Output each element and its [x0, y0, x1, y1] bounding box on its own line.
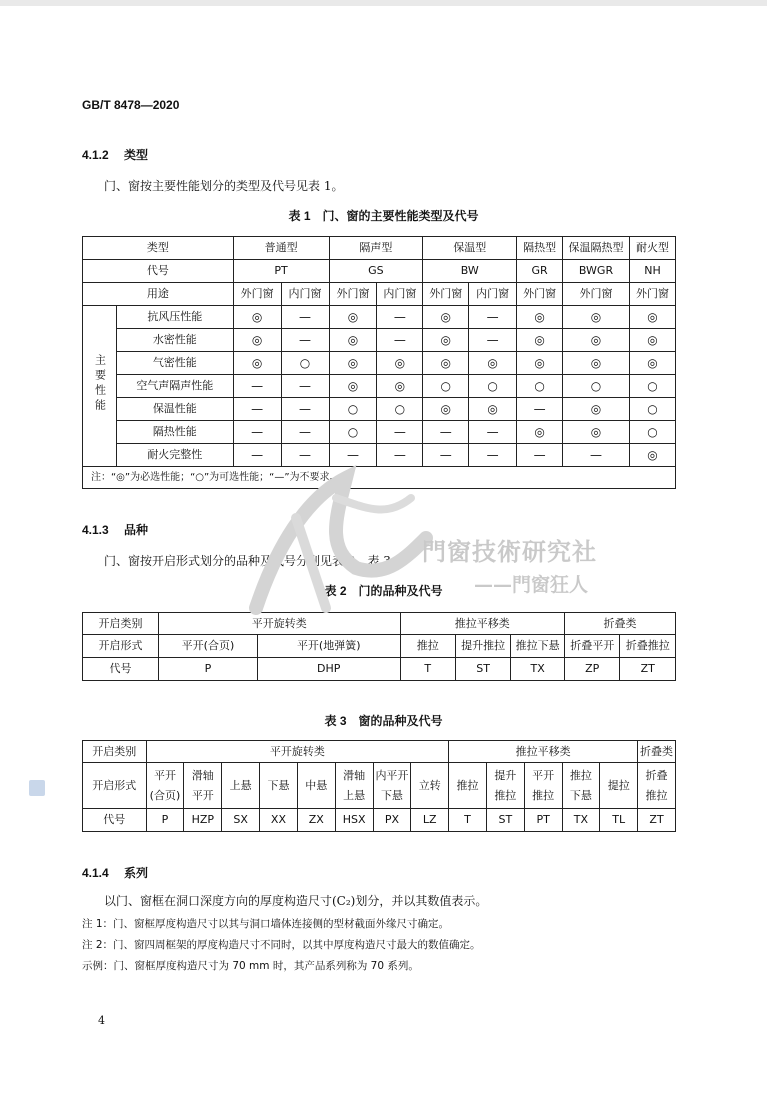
table-cell [524, 763, 562, 809]
table-cell: — [423, 421, 469, 444]
table-row [83, 658, 676, 681]
table-2 [82, 612, 676, 681]
table-cell: — [517, 398, 563, 421]
row-label-cell: 耐火完整性 [116, 444, 233, 467]
table-cell: ◎ [517, 306, 563, 329]
table-cell: ◎ [423, 398, 469, 421]
cell-line: 平开 [153, 768, 176, 782]
table-cell [562, 763, 600, 809]
table-cell: ◎ [469, 398, 517, 421]
header-cell: 推拉平移类 [400, 613, 564, 635]
table-cell: HZP [184, 809, 222, 832]
table-cell: ST [455, 658, 510, 681]
table-cell: — [469, 421, 517, 444]
cell-line: 推拉 [456, 778, 479, 792]
table-cell: 内门窗 [377, 283, 423, 306]
table-cell: ◎ [629, 329, 675, 352]
table-row [83, 763, 676, 809]
table-cell: ○ [517, 375, 563, 398]
header-cell: 隔声型 [329, 237, 423, 260]
table-cell [373, 763, 411, 809]
cell-line: 平开 [532, 768, 555, 782]
table-cell: ◎ [563, 329, 630, 352]
table-row [83, 809, 676, 832]
table-cell [411, 763, 449, 809]
cell-line: 推拉 [532, 788, 555, 802]
table-row [83, 421, 676, 444]
cell-line: 滑轴 [343, 768, 366, 782]
example: 示例：门、窗框厚度构造尺寸为 70 mm 时，其产品系列称为 70 系列。 [82, 960, 419, 972]
header-cell: 类型 [83, 237, 234, 260]
cell-line: 内平开 [375, 768, 409, 782]
row-label-cell: 保温性能 [116, 398, 233, 421]
table-row [83, 329, 676, 352]
table-cell: ○ [423, 375, 469, 398]
table-cell: 推拉下悬 [511, 635, 565, 658]
table-cell: 外门窗 [233, 283, 281, 306]
table-cell: ◎ [563, 306, 630, 329]
table-cell: ◎ [329, 329, 377, 352]
table-cell: XX [260, 809, 298, 832]
table-row [83, 283, 676, 306]
table-cell: — [281, 421, 329, 444]
section-title: 类型 [124, 148, 149, 162]
group-label-cell [83, 306, 117, 467]
table-cell: 提升推拉 [455, 635, 510, 658]
table-cell: PT [233, 260, 329, 283]
header-cell: 推拉平移类 [449, 741, 638, 763]
header-cell: 折叠类 [638, 741, 676, 763]
table-cell: ○ [629, 421, 675, 444]
table-cell [222, 763, 260, 809]
table-cell: 外门窗 [517, 283, 563, 306]
table-cell: ◎ [423, 329, 469, 352]
table-cell: — [469, 306, 517, 329]
table-cell: — [233, 375, 281, 398]
table-cell: 内门窗 [281, 283, 329, 306]
cell-line: (合页) [149, 788, 181, 802]
table-cell: ◎ [377, 352, 423, 375]
table-cell: ○ [469, 375, 517, 398]
table-cell [297, 763, 335, 809]
table-cell: ◎ [629, 444, 675, 467]
cell-line: 下悬 [380, 788, 403, 802]
table-cell: ◎ [329, 306, 377, 329]
table-row [83, 741, 676, 763]
table-cell: — [329, 444, 377, 467]
table-cell: ○ [629, 398, 675, 421]
cell-line: 平开 [191, 788, 214, 802]
watermark-text-1: 門窗技術研究社 [422, 537, 597, 566]
header-cell: 开启形式 [83, 763, 147, 809]
table-cell: ◎ [629, 352, 675, 375]
watermark-text-2: ——門窗狂人 [474, 574, 589, 596]
table-2-caption: 表 2 门的品种及代号 [324, 584, 443, 598]
cell-line: 中悬 [305, 778, 328, 792]
table-row [83, 635, 676, 658]
table-cell: GR [517, 260, 563, 283]
cell-line: 推拉 [494, 788, 517, 802]
section-number: 4.1.2 [82, 148, 109, 162]
table-cell: 折叠推拉 [620, 635, 676, 658]
table-cell: 折叠平开 [564, 635, 620, 658]
table-cell: 平开(地弹簧) [257, 635, 400, 658]
table-cell: — [233, 444, 281, 467]
row-label-cell: 隔热性能 [116, 421, 233, 444]
table-cell: — [469, 329, 517, 352]
table-cell: P [146, 809, 184, 832]
table-cell: ○ [329, 421, 377, 444]
row-label-cell: 气密性能 [116, 352, 233, 375]
note-cell: 注：“◎”为必选性能；“○”为可选性能；“—”为不要求。 [83, 467, 676, 489]
section-4-1-4-heading [82, 864, 148, 881]
table-cell: ○ [563, 375, 630, 398]
table-cell: TX [511, 658, 565, 681]
cell-line: 滑轴 [191, 768, 214, 782]
cell-line: 推拉 [569, 768, 592, 782]
cell-line: 推拉 [645, 788, 668, 802]
table-cell: — [563, 444, 630, 467]
section-4-1-4-text: 以门、窗框在洞口深度方向的厚度构造尺寸(C₂)划分，并以其数值表示。 [104, 894, 488, 908]
side-badge-icon [29, 780, 45, 796]
table-cell [449, 763, 487, 809]
table-cell: DHP [257, 658, 400, 681]
table-cell: — [517, 444, 563, 467]
table-3-caption: 表 3 窗的品种及代号 [324, 714, 443, 728]
top-bar [0, 0, 767, 6]
table-row [83, 613, 676, 635]
table-cell: T [400, 658, 455, 681]
header-cell: 用途 [83, 283, 234, 306]
section-number: 4.1.3 [82, 523, 109, 537]
section-4-1-3-heading [82, 521, 148, 538]
table-cell: ◎ [517, 329, 563, 352]
header-cell: 开启类别 [83, 613, 159, 635]
header-cell: 平开旋转类 [146, 741, 449, 763]
cell-line: 提升 [494, 768, 517, 782]
table-1-caption: 表 1 门、窗的主要性能类型及代号 [288, 209, 479, 223]
header-cell: 平开旋转类 [159, 613, 401, 635]
header-cell: 折叠类 [564, 613, 675, 635]
table-cell: ZT [638, 809, 676, 832]
table-cell: ◎ [563, 398, 630, 421]
table-cell: ◎ [517, 421, 563, 444]
table-cell: PT [524, 809, 562, 832]
header-cell: 隔热型 [517, 237, 563, 260]
table-cell: ZT [620, 658, 676, 681]
table-row [83, 467, 676, 489]
table-1 [82, 236, 676, 489]
page-number: 4 [98, 1014, 105, 1027]
table-cell [486, 763, 524, 809]
table-cell: GS [329, 260, 423, 283]
table-cell: — [469, 444, 517, 467]
cell-line: 上悬 [229, 778, 252, 792]
cell-line: 提拉 [607, 778, 630, 792]
table-cell: BWGR [563, 260, 630, 283]
group-label: 主要性能 [93, 353, 107, 414]
table-cell: 内门窗 [469, 283, 517, 306]
table-cell: ○ [629, 375, 675, 398]
table-row [83, 237, 676, 260]
table-cell: BW [423, 260, 517, 283]
header-cell: 普通型 [233, 237, 329, 260]
table-cell: ◎ [329, 375, 377, 398]
table-cell [146, 763, 184, 809]
table-cell: ◎ [233, 352, 281, 375]
table-row [83, 306, 676, 329]
table-cell [600, 763, 638, 809]
table-cell: ◎ [563, 352, 630, 375]
table-cell: — [423, 444, 469, 467]
cell-line: 立转 [418, 778, 441, 792]
table-cell: — [281, 375, 329, 398]
table-cell: ◎ [423, 352, 469, 375]
table-cell: 推拉 [400, 635, 455, 658]
table-cell: — [377, 329, 423, 352]
note-2: 注 2：门、窗四周框架的厚度构造尺寸不同时，以其中厚度构造尺寸最大的数值确定。 [82, 939, 481, 951]
table-cell: T [449, 809, 487, 832]
table-cell: ◎ [233, 306, 281, 329]
table-cell: HSX [335, 809, 373, 832]
table-cell [335, 763, 373, 809]
table-cell: ○ [377, 398, 423, 421]
table-cell [184, 763, 222, 809]
table-cell: — [377, 421, 423, 444]
table-cell: — [281, 398, 329, 421]
table-cell: NH [629, 260, 675, 283]
row-label-cell: 空气声隔声性能 [116, 375, 233, 398]
row-label-cell: 水密性能 [116, 329, 233, 352]
table-cell: 外门窗 [329, 283, 377, 306]
table-row [83, 444, 676, 467]
table-cell: TL [600, 809, 638, 832]
table-cell: PX [373, 809, 411, 832]
table-cell: — [233, 398, 281, 421]
table-cell: SX [222, 809, 260, 832]
table-cell: ◎ [629, 306, 675, 329]
table-cell: ZX [297, 809, 335, 832]
table-cell: ◎ [423, 306, 469, 329]
section-number: 4.1.4 [82, 866, 109, 880]
table-cell: LZ [411, 809, 449, 832]
table-cell: P [159, 658, 258, 681]
table-row [83, 352, 676, 375]
table-cell: TX [562, 809, 600, 832]
table-cell: ◎ [329, 352, 377, 375]
table-cell: ◎ [377, 375, 423, 398]
table-row [83, 260, 676, 283]
cell-line: 下悬 [569, 788, 592, 802]
note-1: 注 1：门、窗框厚度构造尺寸以其与洞口墙体连接侧的型材截面外缘尺寸确定。 [82, 918, 450, 930]
table-cell: ◎ [469, 352, 517, 375]
table-cell: 外门窗 [629, 283, 675, 306]
table-cell: ◎ [233, 329, 281, 352]
table-cell: ST [486, 809, 524, 832]
header-cell: 代号 [83, 809, 147, 832]
table-cell: — [377, 306, 423, 329]
table-cell: — [281, 306, 329, 329]
table-cell [260, 763, 298, 809]
table-cell [638, 763, 676, 809]
table-row [83, 375, 676, 398]
section-4-1-2-text: 门、窗按主要性能划分的类型及代号见表 1。 [104, 179, 344, 193]
table-cell: — [281, 444, 329, 467]
table-cell: — [281, 329, 329, 352]
header-cell: 代号 [83, 260, 234, 283]
row-label-cell: 抗风压性能 [116, 306, 233, 329]
table-row [83, 398, 676, 421]
header-cell: 保温型 [423, 237, 517, 260]
table-cell: 外门窗 [423, 283, 469, 306]
table-cell: ◎ [563, 421, 630, 444]
table-cell: ○ [329, 398, 377, 421]
table-cell: ◎ [517, 352, 563, 375]
table-cell: — [377, 444, 423, 467]
table-cell: ○ [281, 352, 329, 375]
header-cell: 开启形式 [83, 635, 159, 658]
cell-line: 下悬 [267, 778, 290, 792]
section-4-1-3-text: 门、窗按开启形式划分的品种及代号分别见表 2、表 3。 [104, 554, 403, 568]
table-cell: — [233, 421, 281, 444]
cell-line: 折叠 [645, 768, 668, 782]
section-title: 系列 [124, 866, 149, 880]
header-cell: 代号 [83, 658, 159, 681]
section-4-1-2-heading [82, 146, 148, 163]
table-cell: 平开(合页) [159, 635, 258, 658]
table-3 [82, 740, 676, 832]
standard-number: GB/T 8478—2020 [82, 98, 180, 112]
header-cell: 保温隔热型 [563, 237, 630, 260]
section-title: 品种 [124, 523, 149, 537]
table-cell: 外门窗 [563, 283, 630, 306]
table-cell: ZP [564, 658, 620, 681]
header-cell: 开启类别 [83, 741, 147, 763]
cell-line: 上悬 [343, 788, 366, 802]
header-cell: 耐火型 [629, 237, 675, 260]
